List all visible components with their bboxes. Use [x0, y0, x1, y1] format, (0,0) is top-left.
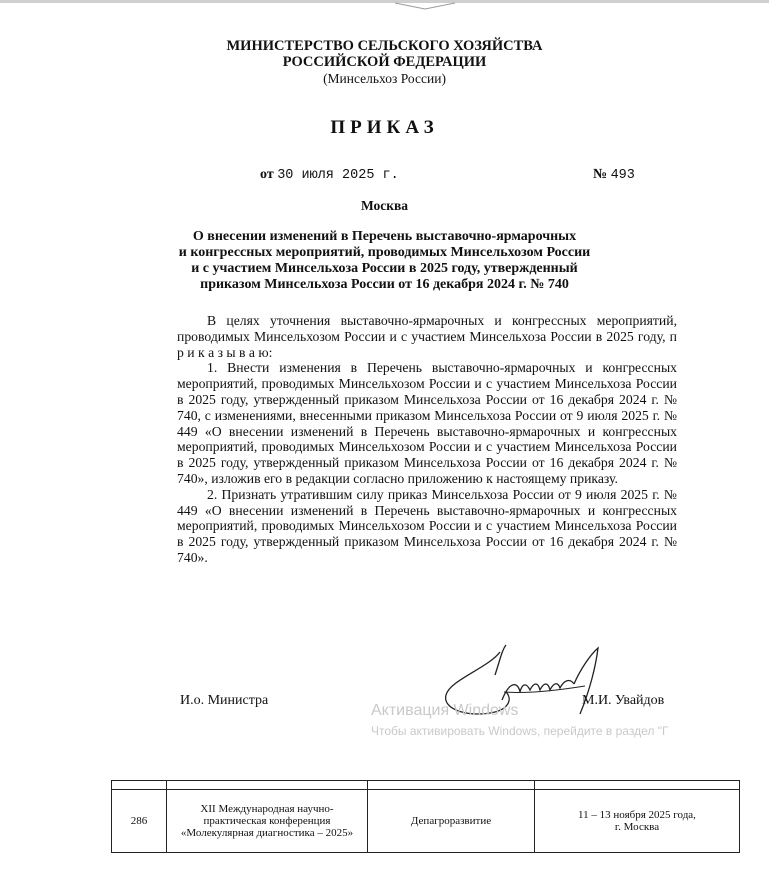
ministry-short-name: (Минсельхоз России)	[323, 71, 446, 86]
intro-paragraph: В целях уточнения выставочно-ярмарочных и конгрессных мероприятий, проводимых Минсельхозом России и с участием Минсельхоза России в 2025 году, п р и к а з ы в а ю:	[177, 313, 677, 360]
event-line2: практическая конференция	[203, 815, 331, 827]
document-type-title: ПРИКАЗ	[330, 117, 439, 138]
date-value: 30 июля 2025 г.	[277, 168, 399, 183]
order-subject	[0, 229, 769, 293]
order-body	[177, 313, 677, 566]
item-2-paragraph: 2. Признать утратившим силу приказ Минсельхоза России от 9 июля 2025 г. № 449 «О внесении изменений в Перечень выставочно-ярмарочных и конгрессных мероприятий, проводимых Минсельхозом России и с участием Минсельхоза России в 2025 году, утвержденный приказом Минсельхоза России от 16 декабря 2024 г. № 740».	[177, 486, 677, 565]
subject-line4: приказом Минсельхоза России от 16 декабря 2024 г. № 740	[200, 277, 569, 292]
ministry-title-line2: РОССИЙСКОЙ ФЕДЕРАЦИИ	[282, 54, 487, 70]
event-line3: «Молекулярная диагностика – 2025»	[180, 827, 354, 839]
table-header-stub	[112, 781, 740, 790]
row-number-cell: 286	[112, 790, 167, 853]
top-border	[0, 0, 769, 3]
ministry-title-line1: МИНИСТЕРСТВО СЕЛЬСКОГО ХОЗЯЙСТВА	[226, 38, 543, 54]
order-date	[260, 167, 399, 183]
event-line1: XII Международная научно-	[200, 803, 334, 815]
department-cell: Депагроразвитие	[368, 790, 535, 853]
number-value: 493	[610, 168, 635, 183]
table-row	[112, 790, 740, 853]
subject-line2: и конгрессных мероприятий, проводимых Минсельхозом России	[178, 245, 591, 260]
windows-activation-watermark-hint: Чтобы активировать Windows, перейдите в раздел "Г	[371, 724, 669, 738]
subject-line3: и с участием Минсельхоза России в 2025 году, утвержденный	[191, 261, 578, 276]
signatory-name: М.И. Увайдов	[582, 693, 665, 708]
event-cell	[167, 790, 368, 853]
page-fold-mark	[395, 2, 455, 10]
subject-line1: О внесении изменений в Перечень выставочно-ярмарочных	[192, 229, 577, 244]
appendix-table	[111, 780, 740, 853]
windows-activation-watermark-title: Активация Windows	[371, 702, 519, 719]
order-number	[593, 167, 635, 183]
dates-cell	[535, 790, 740, 853]
signatory-role: И.о. Министра	[180, 693, 269, 708]
ministry-title	[0, 38, 769, 70]
dates-line1: 11 – 13 ноября 2025 года,	[578, 809, 696, 821]
number-label: №	[593, 167, 608, 182]
date-from-label: от	[260, 167, 274, 182]
item-1-paragraph: 1. Внести изменения в Перечень выставочно-ярмарочных и конгрессных мероприятий, проводимых Минсельхозом России и с участием Минсельхоза России в 2025 году, утвержденный приказом Минсельхоза России от 16 декабря 2024 г. № 740, с изменениями, внесенными приказом Минсельхоза России от 9 июля 2025 г. № 449 «О внесении изменений в Перечень выставочно-ярмарочных и конгрессных мероприятий, проводимых Минсельхозом России и с участием Минсельхоза России в 2025 году, утвержденный приказом Минсельхоза России от 16 декабря 2024 г. № 740», изложив его в редакции согласно приложению к настоящему приказу.	[177, 360, 677, 486]
dates-line2: г. Москва	[614, 821, 660, 833]
city: Москва	[360, 198, 409, 213]
